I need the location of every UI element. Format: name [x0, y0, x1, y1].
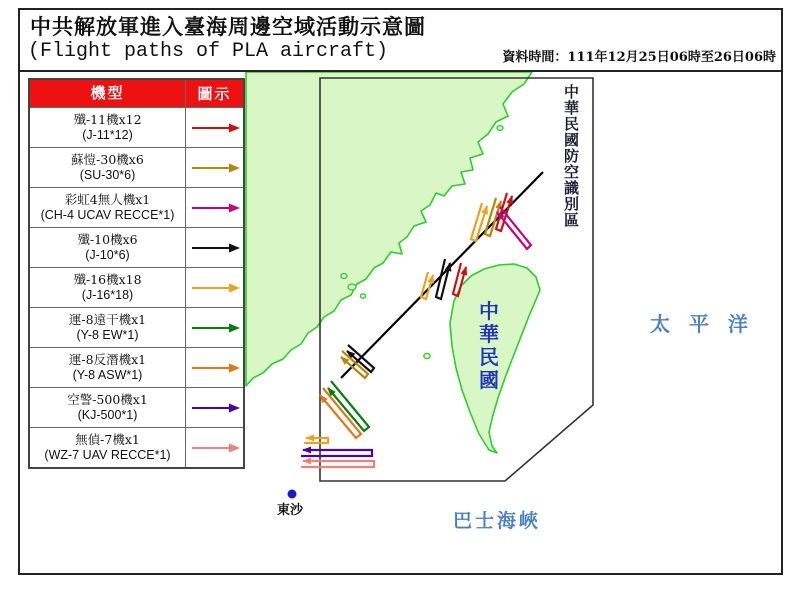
- legend-arrow-icon: [189, 161, 241, 175]
- pacific-ocean-label: 太 平 洋: [650, 312, 754, 336]
- legend-row-ch4: [30, 187, 243, 227]
- legend-row-wz7: [30, 427, 243, 467]
- taiwan-label: 中華民國: [479, 299, 499, 392]
- aircraft-name-en: (Y-8 EW*1): [76, 327, 139, 342]
- aircraft-name-en: (J-10*6): [85, 247, 130, 262]
- legend-arrow-icon: [189, 121, 241, 135]
- legend-row-kj500: [30, 387, 243, 427]
- title-separator: [18, 70, 783, 72]
- legend-arrow-icon: [189, 201, 241, 215]
- dongsha-label: 東沙: [277, 503, 304, 518]
- aircraft-name-zh: 殲-16機x18: [73, 272, 142, 288]
- legend-row-j16: [30, 267, 243, 307]
- legend-row-su30: [30, 147, 243, 187]
- aircraft-name-zh: 運-8反潛機x1: [68, 352, 147, 368]
- aircraft-name-en: (J-11*12): [82, 127, 133, 142]
- aircraft-name-zh: 蘇愷-30機x6: [71, 152, 144, 168]
- aircraft-name-zh: 運-8遠干機x1: [68, 312, 147, 328]
- legend-row-j10: [30, 227, 243, 267]
- page-title-zh: 中共解放軍進入臺海周邊空域活動示意圖: [30, 14, 426, 39]
- legend-row-y8asw: [30, 347, 243, 387]
- bashi-channel-label: 巴士海峽: [453, 510, 542, 532]
- legend-arrow-icon: [189, 281, 241, 295]
- aircraft-name-zh: 無偵-7機x1: [75, 432, 140, 448]
- legend-header-type: 機型: [30, 80, 186, 107]
- aircraft-name-en: (WZ-7 UAV RECCE*1): [44, 447, 171, 462]
- legend-arrow-icon: [189, 401, 241, 415]
- aircraft-name-zh: 殲-11機x12: [73, 112, 142, 128]
- aircraft-name-en: (SU-30*6): [79, 167, 136, 182]
- data-time-range: 資料時間：111年12月25日06時至26日06時: [502, 50, 776, 65]
- legend-header-row: [30, 80, 243, 107]
- aircraft-name-en: (J-16*18): [81, 287, 134, 302]
- aircraft-name-zh: 殲-10機x6: [77, 232, 138, 248]
- legend-header-icon: 圖示: [197, 85, 232, 103]
- aircraft-name-zh: 彩虹4無人機x1: [64, 192, 151, 208]
- aircraft-name-en: (Y-8 ASW*1): [72, 367, 143, 382]
- legend-arrow-icon: [189, 321, 241, 335]
- legend-arrow-icon: [189, 441, 241, 455]
- legend-row-y8ew: [30, 307, 243, 347]
- legend-arrow-icon: [189, 361, 241, 375]
- legend-table: [28, 78, 245, 469]
- aircraft-name-en: (KJ-500*1): [77, 407, 138, 422]
- aircraft-name-en: (CH-4 UCAV RECCE*1): [40, 207, 175, 222]
- adiz-label: 中華民國防空識別區: [564, 83, 580, 229]
- legend-row-j11: [30, 107, 243, 147]
- aircraft-name-zh: 空警-500機x1: [67, 392, 148, 408]
- legend-arrow-icon: [189, 241, 241, 255]
- page-title-en: (Flight paths of PLA aircraft): [28, 40, 389, 63]
